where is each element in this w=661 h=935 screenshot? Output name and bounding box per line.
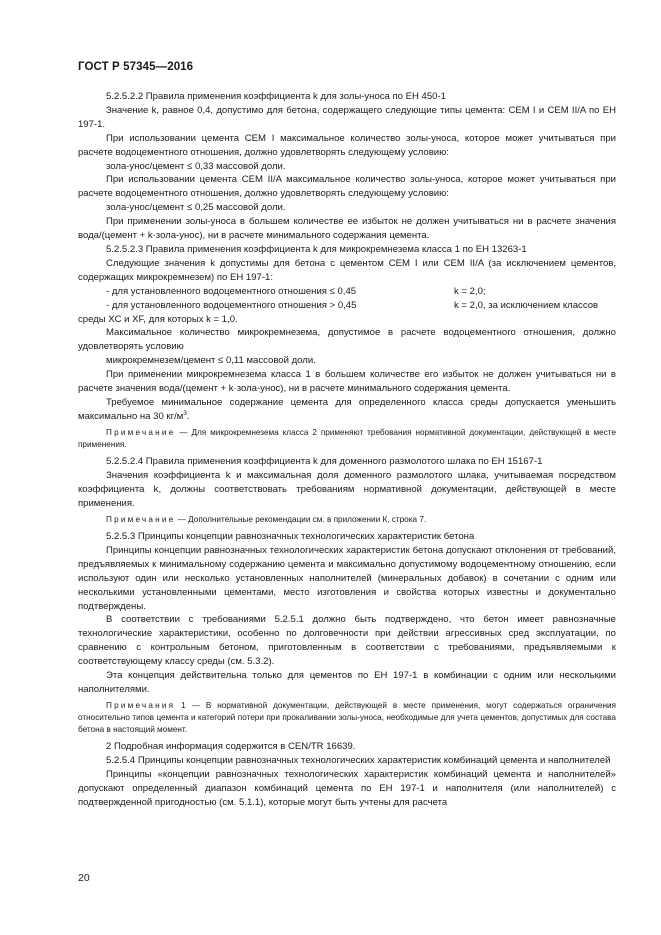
note (78, 514, 616, 526)
clause-heading: 5.2.5.2.4 Правила применения коэффициента k для доменного размолотого шлака по ЕН 15167-1 (106, 456, 543, 468)
paragraph: Принципы «концепции равнозначных технологических характеристик комбинаций цемента и наполнителей» допускают определенный диапазон комбинаций цемента по ЕН 197-1 и наполнителя (или наполнителей) с подтвержденной пригодностью (см. 5.1.1), которые могут быть учтены для расчета (78, 769, 616, 809)
formula-line: зола-унос/цемент ≤ 0,33 массовой доли. (106, 160, 286, 172)
page-number: 20 (78, 872, 90, 884)
note-label: Примечания (106, 700, 176, 710)
clause-heading: 5.2.5.3 Принципы концепции равнозначных технологических характеристик бетона (106, 530, 475, 542)
paragraph-text: Требуемое минимальное содержание цемента для определенного класса среды допускается уменьшить максимально на 30 кг/м (78, 396, 616, 422)
note-text: — Дополнительные рекомендации см. в приложении К, строка 7. (175, 514, 427, 524)
formula-line: микрокремнезем/цемент ≤ 0,11 массовой доли. (106, 355, 316, 367)
paragraph: Значение k, равное 0,4, допустимо для бетона, содержащего следующие типы цемента: CEM I и CEM II/A по ЕН 197-1. (78, 104, 616, 130)
note-label: Примечание (106, 514, 176, 524)
note-text: — Для микрокремнезема класса 2 применяют требования нормативной документации, действующей в месте применения. (78, 427, 616, 449)
paragraph: Следующие значения k допустимы для бетона с цементом CEM I или CEM II/A (за исключением цементов, содержащих микрокремнезем) по ЕН 197-1: (78, 257, 616, 283)
note (78, 427, 616, 451)
paragraph: Эта концепция действительна только для цементов по ЕН 197-1 в комбинации с одним или несколькими наполнителями. (78, 670, 616, 695)
document-body (78, 90, 616, 810)
note-text: 1 — В нормативной документации, действующей в месте применения, могут содержаться ограничения относительно типов цемента и категорий потери при прокаливании золы-уноса, необходимые для учета цементов, допустимых для состава бетона в настоящий момент. (78, 700, 616, 735)
superscript: 3 (183, 409, 187, 417)
paragraph: При использовании цемента CEM II/A максимальное количество золы-уноса, которое может учитываться при расчете водоцементного отношения, должно удовлетворять следующему условию: (78, 174, 616, 200)
paragraph: При использовании цемента CEM I максимальное количество золы-уноса, которое может учитываться при расчете водоцементного отношения, должно удовлетворять следующему условию: (78, 132, 616, 158)
formula-line: зола-унос/цемент ≤ 0,25 массовой доли. (106, 202, 286, 214)
note (78, 700, 616, 737)
paragraph: Требуемое минимальное содержание цемента для определенного класса среды допускается уменьшить максимально на 30 $кг/м^3$. (78, 396, 616, 422)
clause-heading: 5.2.5.2.3 Правила применения коэффициента k для микрокремнезема класса 1 по ЕН 13263-1 (106, 243, 527, 255)
document-header: ГОСТ Р 57345—2016 (78, 61, 194, 73)
note-label: Примечание (106, 427, 176, 437)
paragraph: При применении золы-уноса в большем количестве ее избыток не должен учитываться ни в расчете значения вода/(цемент + k·зола-унос), ни в расчете минимального содержания цемента. (78, 216, 616, 242)
paragraph: Максимальное количество микрокремнезема, допустимое в расчете водоцементного отношения, должно удовлетворять условию (78, 327, 616, 353)
paragraph: При применении микрокремнезема класса 1 в большем количестве его избыток не должен учитываться ни в расчете значения вода/(цемент + k·зола-унос), ни в расчете минимального содержания цемента. (78, 369, 616, 395)
clause-heading: 5.2.5.2.2 Правила применения коэффициента k для золы-уноса по ЕН 450-1 (106, 91, 446, 102)
paragraph: 2 Подробная информация содержится в CEN/TR 16639. (106, 741, 356, 753)
list-tail: среды XC и XF, для которых k = 1,0. (78, 313, 238, 325)
list-item: - для установленного водоцементного отношения > 0,45 k = 2,0, за исключением классов (106, 299, 599, 311)
paragraph: В соответствии с требованиями 5.2.5.1 должно быть подтверждено, что бетон имеет равнозначные технологические характеристики, особенно по долговечности при действии агрессивных сред эксплуатации, по сравнению с контрольным бетоном, приготовленным в соответствии с требованиями, предъявляемыми к соответствующему классу среды (см. 5.3.2). (78, 614, 616, 668)
list-item: - для установленного водоцементного отношения ≤ 0,45 k = 2,0; (106, 285, 486, 297)
clause-heading: 5.2.5.4 Принципы концепции равнозначных технологических характеристик комбинаций цемента и наполнителей (106, 755, 611, 767)
paragraph: Значения коэффициента k и максимальная доля доменного размолотого шлака, учитываемая посредством коэффициента k, должны соответствовать требованиям нормативной документации, действующей в месте применения. (78, 470, 616, 509)
paragraph: Принципы концепции равнозначных технологических характеристик бетона допускают отклонения от требований, предъявляемых к минимальному содержанию цемента и максимально допустимому водоцементному отношению, если используют один или несколько установленных наполнителей (минеральных добавок) в сочетании с одним или несколькими установленными цементами, место изготовления и свойства которых известны и документально подтверждены. (78, 544, 616, 612)
